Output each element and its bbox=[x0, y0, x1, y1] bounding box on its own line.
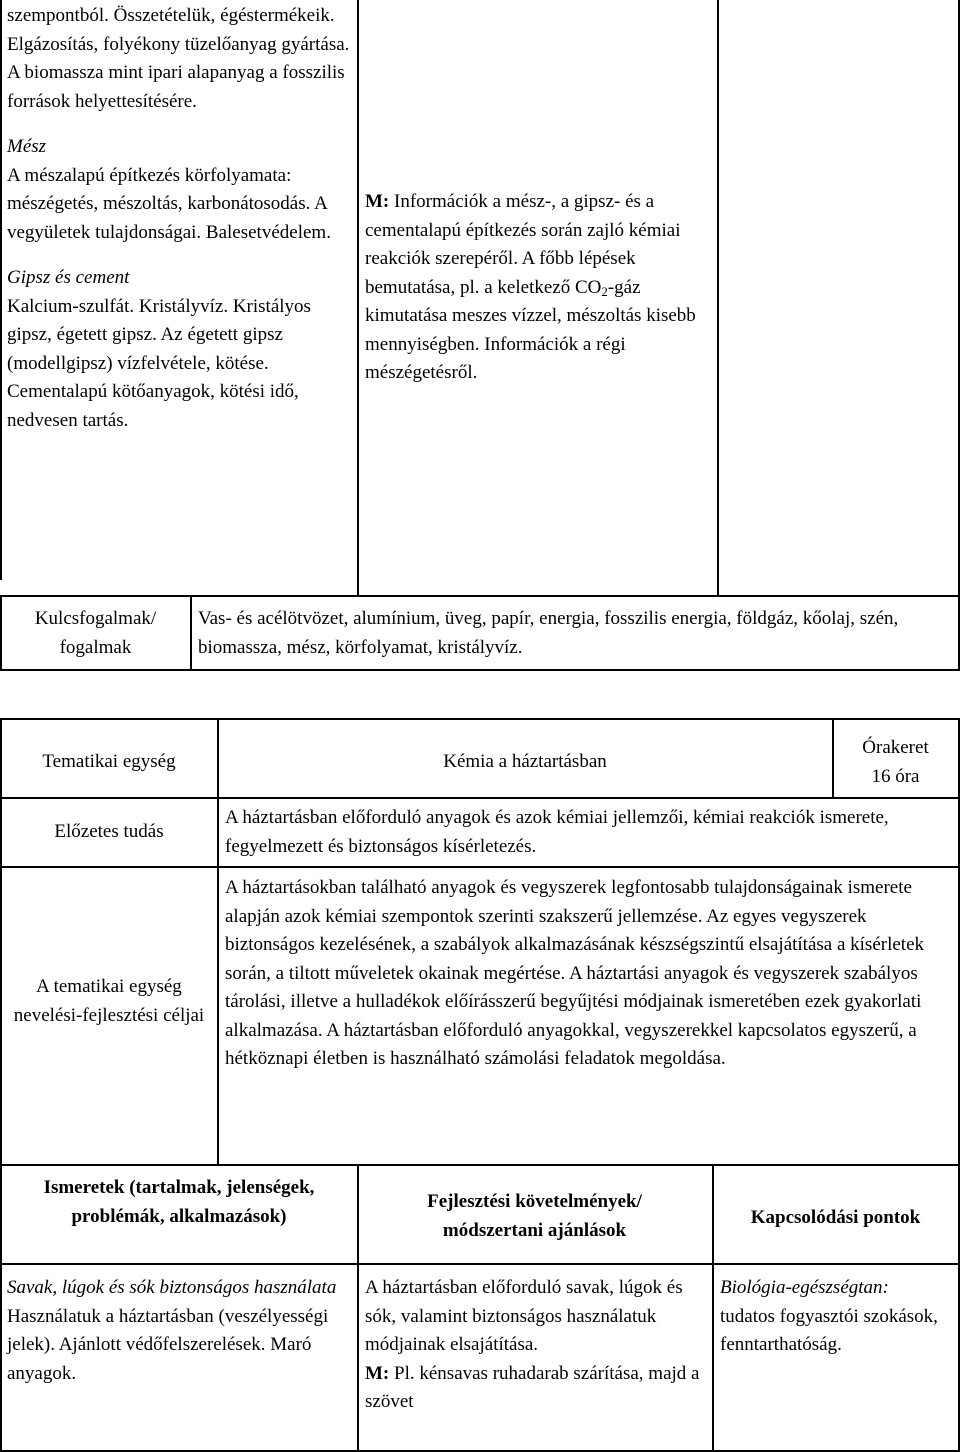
gipsz-heading: Gipsz és cement bbox=[7, 267, 130, 288]
elozetes-tudas-label: Előzetes tudás bbox=[54, 821, 164, 842]
kapcsolodasi-content bbox=[720, 1274, 952, 1360]
kulcsfogalmak-text: Vas- és acélötvözet, alumínium, üveg, papír, energia, fosszilis energia, földgáz, kőolaj, szén, biomassza, mész, körfolyamat, kristályvíz. bbox=[198, 608, 899, 658]
table-border bbox=[958, 0, 960, 670]
kulcsfogalmak-label bbox=[1, 605, 190, 662]
table-border bbox=[0, 1450, 960, 1452]
table-border bbox=[0, 0, 2, 580]
fejlesztesi-m-content: Pl. kénsavas ruhadarab szárítása, majd a szövet bbox=[365, 1362, 700, 1412]
kulcsfogalmak-label-1: Kulcsfogalmak/ bbox=[34, 608, 157, 629]
fejlesztesi-header: Fejlesztési követelmények/ módszertani ajánlások bbox=[427, 1191, 642, 1241]
table-border bbox=[958, 718, 960, 1450]
intro-text: szempontból. Összetételük, égéstermékeik. Elgázosítás, folyékony tüzelőanyag gyártása. A biomassza mint ipari alapanyag a fosszilis források helyettesítésére. bbox=[7, 5, 350, 112]
table-border bbox=[0, 595, 960, 597]
table-border bbox=[357, 1164, 359, 1450]
subscript-2: 2 bbox=[601, 283, 608, 299]
kapcsolodasi-header: Kapcsolódási pontok bbox=[750, 1207, 921, 1228]
mesz-text: A mészalapú építkezés körfolyamata: mészégetés, mészoltás, karbonátosodás. A vegyületek tulajdonságai. Balesetvédelem. bbox=[7, 164, 331, 243]
kulcsfogalmak-label-2: fogalmak bbox=[59, 636, 132, 658]
upper-middle-column bbox=[365, 188, 710, 388]
mesz-heading: Mész bbox=[7, 136, 47, 157]
table-border bbox=[217, 718, 219, 1164]
elozetes-tudas-text: A háztartásban előforduló anyagok és azok kémiai jellemzői, kémiai reakciók ismerete, fegyelmezett és biztonságos kísérletezés. bbox=[225, 807, 889, 857]
table-border bbox=[0, 1263, 960, 1265]
kapcsolodasi-heading: Biológia-egészségtan: bbox=[720, 1277, 889, 1298]
table-border bbox=[717, 0, 719, 596]
ismeretek-heading: Savak, lúgok és sók biztonságos használata bbox=[7, 1277, 337, 1298]
table-border bbox=[0, 1164, 960, 1166]
table-border bbox=[0, 718, 960, 720]
m-label: M: bbox=[365, 191, 390, 212]
table-border bbox=[0, 866, 960, 868]
gipsz-text: Kalcium-szulfát. Kristályvíz. Kristályos gipsz, égetett gipsz. Az égetett gipsz (modellgipsz) vízfelvétele, kötése. Cementalapú kötőanyagok, kötési idő, nedvesen tartás. bbox=[7, 295, 311, 431]
kapcsolodasi-text: tudatos fogyasztói szokások, fenntarthatóság. bbox=[720, 1305, 938, 1355]
fejlesztesi-m-text bbox=[365, 1360, 700, 1417]
celjai-text: A háztartásokban található anyagok és vegyszerek legfontosabb tulajdonságainak ismerete alapján azok kémiai szempontok szerinti szakszerű jellemzése. Az egyes vegyszerek biztonságos kezelésének, a szabályok alkalmazásának készségszintű elsajátítása a kísérletek során, a tiltott műveletek okainak megértése. A háztartási anyagok és vegyszerek szabályos tárolási, illetve a hulladékok előírásszerű begyűjtési módjainak ismeretében ezek gyakorlati alkalmazása. A háztartásban előforduló anyagokkal, vegyszerekkel kapcsolatos egyszerű, a hétköznapi életben is használható számolási feladatok megoldása. bbox=[225, 877, 925, 1069]
celjai-label: A tematikai egység nevelési-fejlesztési céljai bbox=[13, 976, 205, 1026]
middle-text bbox=[365, 188, 710, 388]
fejlesztesi-content bbox=[365, 1274, 700, 1417]
ismeretek-content bbox=[7, 1274, 352, 1388]
tematikai-egyseg-label: Tematikai egység bbox=[42, 751, 176, 772]
orakeret bbox=[833, 734, 958, 791]
middle-text-part-2: -gáz kimutatása meszes vízzel, mészoltás kisebb mennyiségben. Információk a régi mészégetésről. bbox=[365, 276, 696, 383]
fejlesztesi-text: A háztartásban előforduló savak, lúgok és sók, valamint biztonságos használatuk módjainak elsajátítása. bbox=[365, 1277, 683, 1355]
orakeret-label: Órakeret bbox=[862, 737, 929, 758]
ismeretek-text: Használatuk a háztartásban (veszélyességi jelek). Ajánlott védőfelszerelések. Maró anyagok. bbox=[7, 1305, 329, 1384]
table-border bbox=[190, 596, 192, 670]
tematikai-egyseg-title: Kémia a háztartásban bbox=[443, 751, 607, 772]
middle-text-part-1: Információk a mész-, a gipsz- és a cementalapú építkezés során zajló kémiai reakciók szerepéről. A főbb lépések bemutatása, pl. a keletkező CO bbox=[365, 191, 681, 298]
orakeret-value: 16 óra bbox=[871, 765, 920, 787]
table-border bbox=[357, 0, 359, 596]
table-border bbox=[0, 797, 960, 799]
upper-left-column bbox=[7, 2, 352, 435]
m-label: M: bbox=[365, 1362, 390, 1384]
table-border bbox=[0, 669, 960, 671]
ismeretek-header: Ismeretek (tartalmak, jelenségek, problémák, alkalmazások) bbox=[43, 1177, 315, 1227]
